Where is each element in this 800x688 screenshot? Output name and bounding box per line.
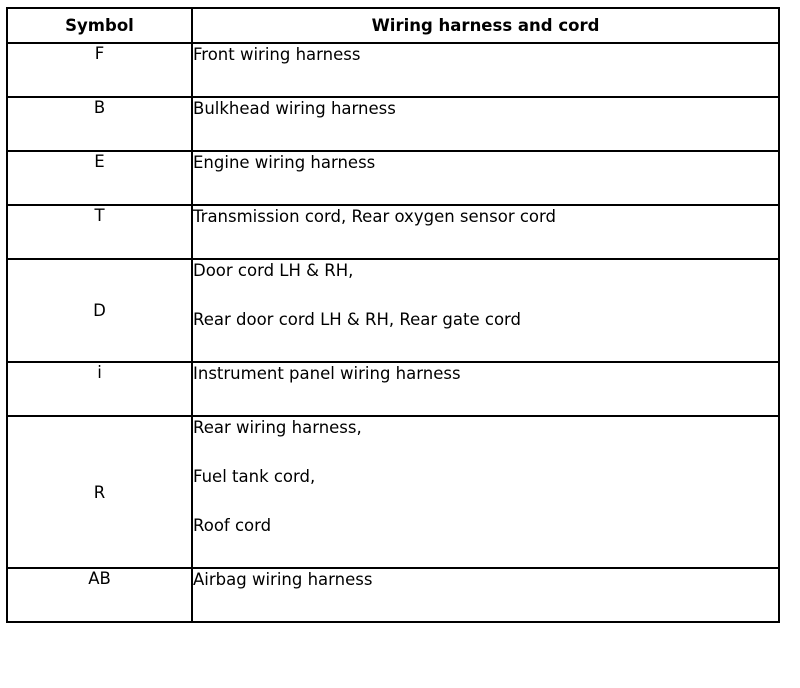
header-symbol: Symbol <box>7 8 192 43</box>
symbol-cell: E <box>7 151 192 205</box>
description-cell <box>192 43 779 97</box>
description-cell <box>192 151 779 205</box>
description-line: Rear wiring harness, <box>193 418 362 437</box>
table-row <box>7 362 779 416</box>
description-line: Engine wiring harness <box>193 153 376 172</box>
description-line: Transmission cord, Rear oxygen sensor cord <box>193 207 556 226</box>
description-cell <box>192 97 779 151</box>
description-line: Door cord LH & RH, <box>193 261 354 280</box>
description-line: Front wiring harness <box>193 45 361 64</box>
table-header-row <box>7 8 779 43</box>
description-cell <box>192 568 779 622</box>
wiring-harness-table <box>6 7 780 623</box>
description-cell <box>192 362 779 416</box>
symbol-cell: B <box>7 97 192 151</box>
description-line: Instrument panel wiring harness <box>193 364 461 383</box>
symbol-cell: F <box>7 43 192 97</box>
table-row <box>7 568 779 622</box>
description-line: Fuel tank cord, <box>193 467 316 486</box>
table-row <box>7 205 779 259</box>
description-cell <box>192 259 779 362</box>
symbol-cell: i <box>7 362 192 416</box>
table-row <box>7 259 779 362</box>
table-row <box>7 43 779 97</box>
header-wiring-harness-and-cord: Wiring harness and cord <box>192 8 779 43</box>
description-line: Rear door cord LH & RH, Rear gate cord <box>193 310 522 329</box>
symbol-cell: R <box>7 416 192 568</box>
table-row <box>7 416 779 568</box>
description-line: Roof cord <box>193 516 272 535</box>
table-row <box>7 97 779 151</box>
symbol-cell: T <box>7 205 192 259</box>
description-line: Bulkhead wiring harness <box>193 99 396 118</box>
symbol-cell: D <box>7 259 192 362</box>
description-cell <box>192 416 779 568</box>
description-line: Airbag wiring harness <box>193 570 373 589</box>
description-cell <box>192 205 779 259</box>
table-row <box>7 151 779 205</box>
symbol-cell: AB <box>7 568 192 622</box>
